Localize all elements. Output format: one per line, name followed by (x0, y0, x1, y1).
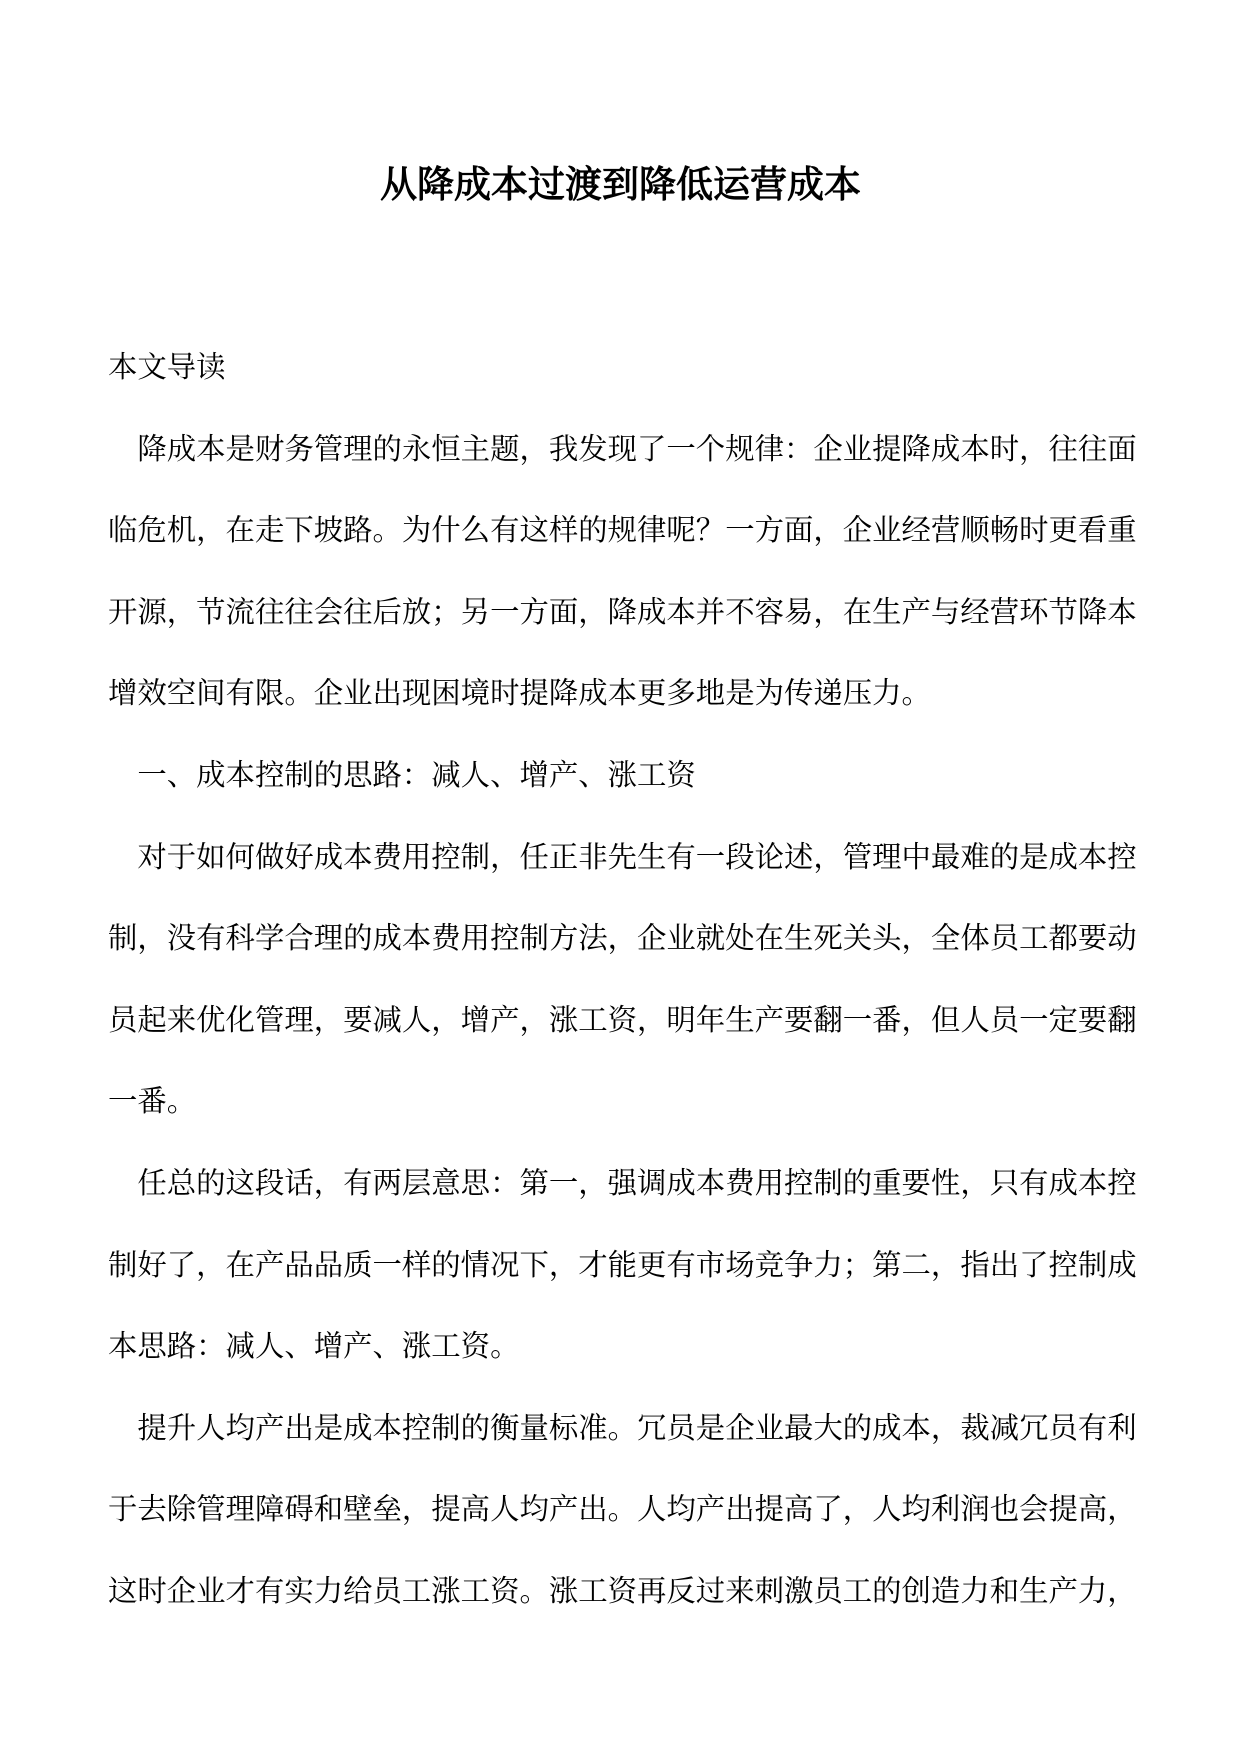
paragraph-intro (108, 409, 1138, 735)
text-line: 制，没有科学合理的成本费用控制方法，企业就处在生死关头，全体员工都要动 (108, 921, 1137, 956)
text-line: 降成本是财务管理的永恒主题，我发现了一个规律：企业提降成本时，往往面 (137, 431, 1137, 466)
paragraph-analysis (108, 1143, 1138, 1388)
text-line: 临危机，在走下坡路。为什么有这样的规律呢？一方面，企业经营顺畅时更看重 (108, 513, 1137, 548)
section-heading (108, 735, 1138, 817)
text-line: 提升人均产出是成本控制的衡量标准。冗员是企业最大的成本，裁减冗员有利 (137, 1410, 1137, 1445)
text-line: 一番。 (108, 1084, 197, 1119)
text-line: 增效空间有限。企业出现困境时提降成本更多地是为传递压力。 (108, 676, 931, 711)
intro-label: 本文导读 (108, 350, 226, 384)
paragraph-output (108, 1388, 1138, 1633)
document-body (108, 327, 1138, 1633)
text-line: 本思路：减人、增产、涨工资。 (108, 1329, 520, 1364)
text-line: 员起来优化管理，要减人，增产，涨工资，明年生产要翻一番，但人员一定要翻 (108, 1002, 1137, 1037)
document-title: 从降成本过渡到降低运营成本 (380, 163, 861, 206)
text-line: 这时企业才有实力给员工涨工资。涨工资再反过来刺激员工的创造力和生产力， (108, 1573, 1137, 1608)
text-line: 于去除管理障碍和壁垒，提高人均产出。人均产出提高了，人均利润也会提高， (108, 1492, 1137, 1527)
text-line: 制好了，在产品品质一样的情况下，才能更有市场竞争力；第二，指出了控制成 (108, 1247, 1137, 1282)
text-line: 开源，节流往往会往后放；另一方面，降成本并不容易，在生产与经营环节降本 (108, 594, 1137, 629)
paragraph-quote (108, 817, 1138, 1143)
section-heading-text: 一、成本控制的思路：减人、增产、涨工资 (137, 757, 696, 792)
text-line: 任总的这段话，有两层意思：第一，强调成本费用控制的重要性，只有成本控 (137, 1165, 1137, 1200)
text-line: 对于如何做好成本费用控制，任正非先生有一段论述，管理中最难的是成本控 (137, 839, 1137, 874)
